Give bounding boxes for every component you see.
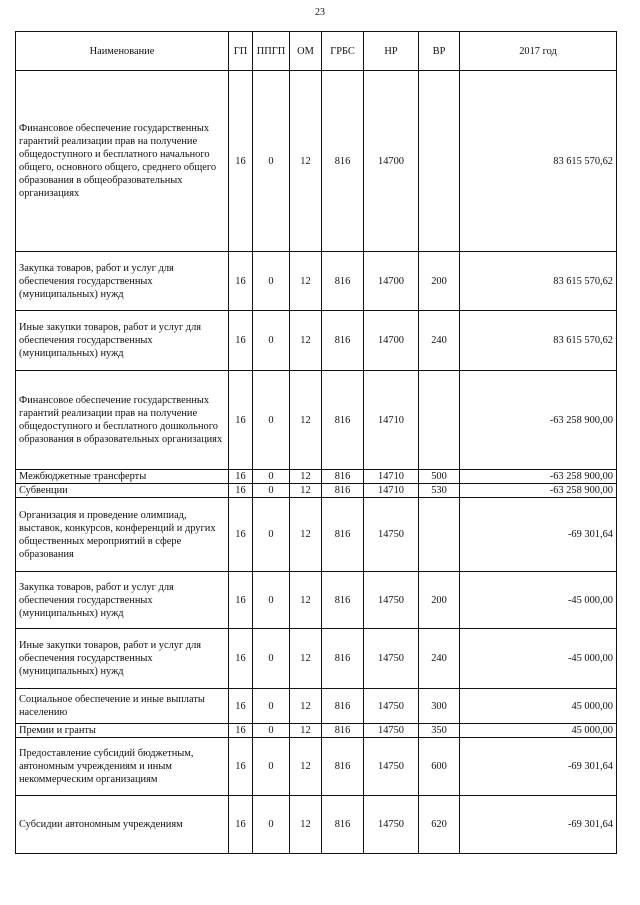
row-om: 12 — [290, 470, 322, 484]
row-om: 12 — [290, 738, 322, 796]
row-ppgp: 0 — [253, 689, 290, 724]
row-om: 12 — [290, 311, 322, 371]
row-amount: -69 301,64 — [460, 738, 617, 796]
row-om: 12 — [290, 498, 322, 572]
header-vr: ВР — [419, 32, 460, 71]
row-om: 12 — [290, 724, 322, 738]
row-gp: 16 — [229, 371, 253, 470]
row-name: Финансовое обеспечение государственных гарантий реализации прав на получение общедоступного и бесплатного дошкольного образования в образовательных организациях — [16, 371, 229, 470]
row-name: Иные закупки товаров, работ и услуг для обеспечения государственных (муниципальных) нужд — [16, 629, 229, 689]
table-row — [16, 689, 617, 724]
header-om: ОМ — [290, 32, 322, 71]
row-vr: 300 — [419, 689, 460, 724]
row-amount: -63 258 900,00 — [460, 470, 617, 484]
budget-table — [15, 31, 617, 854]
row-vr — [419, 71, 460, 252]
table-row — [16, 629, 617, 689]
row-gp: 16 — [229, 311, 253, 371]
row-ppgp: 0 — [253, 252, 290, 311]
row-name: Иные закупки товаров, работ и услуг для обеспечения государственных (муниципальных) нужд — [16, 311, 229, 371]
row-gp: 16 — [229, 470, 253, 484]
table-row — [16, 252, 617, 311]
row-nr: 14700 — [364, 311, 419, 371]
header-year: 2017 год — [460, 32, 617, 71]
header-ppgp: ППГП — [253, 32, 290, 71]
row-amount: 83 615 570,62 — [460, 311, 617, 371]
table-row — [16, 71, 617, 252]
row-om: 12 — [290, 796, 322, 854]
row-nr: 14750 — [364, 796, 419, 854]
row-nr: 14710 — [364, 470, 419, 484]
row-grbs: 816 — [322, 738, 364, 796]
row-gp: 16 — [229, 252, 253, 311]
row-gp: 16 — [229, 71, 253, 252]
row-grbs: 816 — [322, 371, 364, 470]
row-amount: 83 615 570,62 — [460, 252, 617, 311]
row-amount: -45 000,00 — [460, 629, 617, 689]
row-vr: 530 — [419, 484, 460, 498]
table-row — [16, 498, 617, 572]
row-gp: 16 — [229, 629, 253, 689]
row-nr: 14750 — [364, 572, 419, 629]
row-vr: 600 — [419, 738, 460, 796]
table-header-row — [16, 32, 617, 71]
row-gp: 16 — [229, 724, 253, 738]
row-name: Субвенции — [16, 484, 229, 498]
row-name: Закупка товаров, работ и услуг для обеспечения государственных (муниципальных) нужд — [16, 252, 229, 311]
row-grbs: 816 — [322, 796, 364, 854]
row-gp: 16 — [229, 796, 253, 854]
row-name: Финансовое обеспечение государственных гарантий реализации прав на получение общедоступного и бесплатного начального общего, основного общего, среднего общего образования в общеобразовательных организациях — [16, 71, 229, 252]
row-amount: -63 258 900,00 — [460, 371, 617, 470]
row-amount: -45 000,00 — [460, 572, 617, 629]
row-grbs: 816 — [322, 724, 364, 738]
page-number: 23 — [315, 7, 325, 18]
row-vr — [419, 371, 460, 470]
row-gp: 16 — [229, 484, 253, 498]
row-ppgp: 0 — [253, 71, 290, 252]
row-amount: 45 000,00 — [460, 724, 617, 738]
row-grbs: 816 — [322, 572, 364, 629]
row-nr: 14750 — [364, 689, 419, 724]
row-ppgp: 0 — [253, 470, 290, 484]
header-nr: НР — [364, 32, 419, 71]
row-om: 12 — [290, 71, 322, 252]
row-grbs: 816 — [322, 71, 364, 252]
row-gp: 16 — [229, 572, 253, 629]
row-name: Закупка товаров, работ и услуг для обеспечения государственных (муниципальных) нужд — [16, 572, 229, 629]
row-ppgp: 0 — [253, 371, 290, 470]
row-name: Субсидии автономным учреждениям — [16, 796, 229, 854]
row-grbs: 816 — [322, 311, 364, 371]
row-ppgp: 0 — [253, 796, 290, 854]
row-vr: 500 — [419, 470, 460, 484]
header-grbs: ГРБС — [322, 32, 364, 71]
row-grbs: 816 — [322, 470, 364, 484]
row-nr: 14750 — [364, 498, 419, 572]
row-gp: 16 — [229, 738, 253, 796]
row-om: 12 — [290, 252, 322, 311]
row-vr: 240 — [419, 629, 460, 689]
table-body — [16, 71, 617, 854]
row-amount: -63 258 900,00 — [460, 484, 617, 498]
row-nr: 14750 — [364, 629, 419, 689]
table-row — [16, 572, 617, 629]
table-row — [16, 470, 617, 484]
row-vr: 240 — [419, 311, 460, 371]
row-nr: 14700 — [364, 71, 419, 252]
row-vr: 200 — [419, 252, 460, 311]
row-om: 12 — [290, 371, 322, 470]
row-amount: 83 615 570,62 — [460, 71, 617, 252]
row-vr: 620 — [419, 796, 460, 854]
row-name: Предоставление субсидий бюджетным, автономным учреждениям и иным некоммерческим организациям — [16, 738, 229, 796]
row-om: 12 — [290, 629, 322, 689]
row-nr: 14750 — [364, 738, 419, 796]
table-row — [16, 311, 617, 371]
row-om: 12 — [290, 572, 322, 629]
row-vr — [419, 498, 460, 572]
row-grbs: 816 — [322, 252, 364, 311]
header-gp: ГП — [229, 32, 253, 71]
header-name: Наименование — [16, 32, 229, 71]
row-ppgp: 0 — [253, 724, 290, 738]
table-row — [16, 796, 617, 854]
table-row — [16, 738, 617, 796]
row-grbs: 816 — [322, 629, 364, 689]
row-vr: 200 — [419, 572, 460, 629]
row-nr: 14710 — [364, 371, 419, 470]
row-amount: -69 301,64 — [460, 796, 617, 854]
row-name: Премии и гранты — [16, 724, 229, 738]
row-name: Организация и проведение олимпиад, выставок, конкурсов, конференций и других общественных мероприятий в сфере образования — [16, 498, 229, 572]
row-grbs: 816 — [322, 689, 364, 724]
row-ppgp: 0 — [253, 738, 290, 796]
row-gp: 16 — [229, 689, 253, 724]
row-om: 12 — [290, 689, 322, 724]
row-grbs: 816 — [322, 498, 364, 572]
row-nr: 14750 — [364, 724, 419, 738]
row-vr: 350 — [419, 724, 460, 738]
row-ppgp: 0 — [253, 572, 290, 629]
table-row — [16, 724, 617, 738]
row-name: Социальное обеспечение и иные выплаты населению — [16, 689, 229, 724]
row-gp: 16 — [229, 498, 253, 572]
row-om: 12 — [290, 484, 322, 498]
row-nr: 14700 — [364, 252, 419, 311]
row-ppgp: 0 — [253, 311, 290, 371]
row-ppgp: 0 — [253, 484, 290, 498]
row-grbs: 816 — [322, 484, 364, 498]
row-ppgp: 0 — [253, 498, 290, 572]
row-ppgp: 0 — [253, 629, 290, 689]
row-amount: 45 000,00 — [460, 689, 617, 724]
table-row — [16, 371, 617, 470]
row-amount: -69 301,64 — [460, 498, 617, 572]
row-name: Межбюджетные трансферты — [16, 470, 229, 484]
table-row — [16, 484, 617, 498]
row-nr: 14710 — [364, 484, 419, 498]
